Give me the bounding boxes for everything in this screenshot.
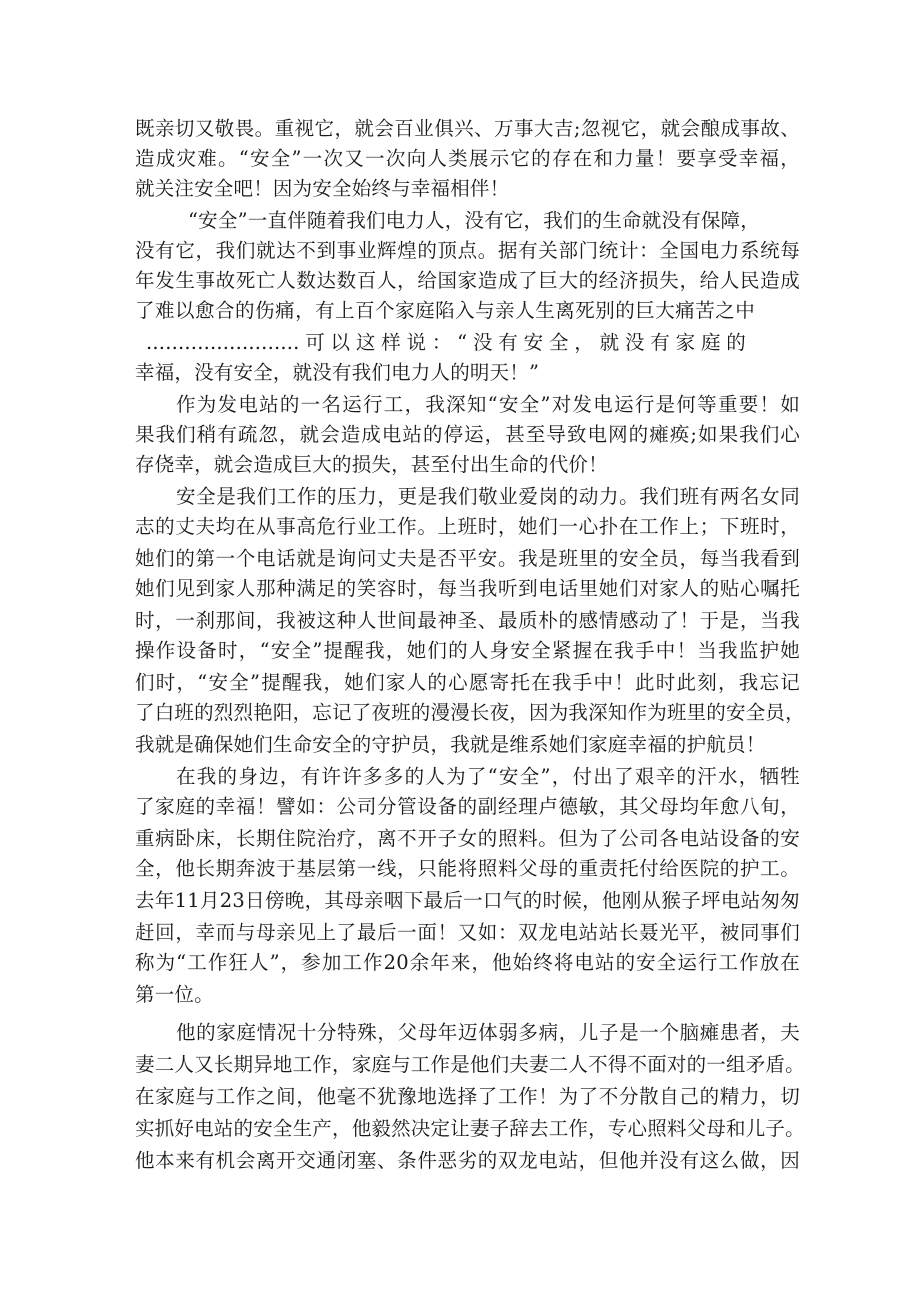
text-line: 没有它，我们就达不到事业辉煌的顶点。据有关部门统计：全国电力系统每 [135, 239, 800, 262]
text-line: 她们的第一个电话就是询问丈夫是否平安。我是班里的安全员，每当我看到 [135, 547, 800, 570]
text-line: 妻二人又长期异地工作，家庭与工作是他们夫妻二人不得不面对的一组矛盾。 [135, 1053, 805, 1076]
text-line: 造成灾难。“安全”一次又一次向人类展示它的存在和力量！要享受幸福， [135, 147, 800, 170]
text-line: 全，他长期奔波于基层第一线，只能将照料父母的重责托付给医院的护工。 [135, 857, 800, 880]
text-line: 我就是确保她们生命安全的守护员，我就是维系她们家庭幸福的护航员！ [135, 733, 766, 756]
text-line: 时，一刹那间，我被这种人世间最神圣、最质朴的感情感动了！于是，当我 [135, 609, 800, 632]
text-line: 既亲切又敬畏。重视它，就会百业俱兴、万事大吉;忽视它，就会酿成事故、 [135, 117, 800, 140]
text-line: ........................可以这样说：“没有安全，就没有家庭的 [146, 331, 746, 354]
text-line: 重病卧床，长期住院治疗，离不开子女的照料。但为了公司各电站设备的安 [135, 827, 800, 850]
text-line: 志的丈夫均在从事高危行业工作。上班时，她们一心扑在工作上；下班时， [135, 515, 800, 538]
text-line: 他本来有机会离开交通闭塞、条件恶劣的双龙电站，但他并没有这么做，因 [135, 1149, 800, 1172]
text-line: 了难以愈合的伤痛，有上百个家庭陷入与亲人生离死别的巨大痛苦之中 [135, 299, 755, 322]
text-line: 们时，“安全”提醒我，她们家人的心愿寄托在我手中！此时此刻，我忘记 [135, 671, 800, 694]
text-line: 第一位。 [135, 983, 214, 1006]
text-line: 了白班的烈烈艳阳，忘记了夜班的漫漫长夜，因为我深知作为班里的安全员， [135, 701, 805, 724]
text-line: “安全”一直伴随着我们电力人，没有它，我们的生命就没有保障， [188, 209, 760, 232]
text-line: 去年11月23日傍晚，其母亲咽下最后一口气的时候，他刚从猴子坪电站匆匆 [135, 889, 800, 912]
text-line: 她们见到家人那种满足的笑容时，每当我听到电话里她们对家人的贴心嘱托 [135, 577, 800, 600]
text-line: 操作设备时，“安全”提醒我，她们的人身安全紧握在我手中！当我监护她 [135, 639, 800, 662]
text-line: 在我的身边，有许许多多的人为了“安全”，付出了艰辛的汗水，牺牲 [176, 765, 800, 788]
text-line: 作为发电站的一名运行工，我深知“安全”对发电运行是何等重要！如 [176, 393, 800, 416]
text-line: 称为“工作狂人”，参加工作20余年来，他始终将电站的安全运行工作放在 [135, 951, 800, 974]
text-line: 在家庭与工作之间，他毫不犹豫地选择了工作！为了不分散自己的精力，切 [135, 1085, 800, 1108]
text-line: 年发生事故死亡人数达数百人，给国家造成了巨大的经济损失，给人民造成 [135, 269, 800, 292]
text-line: 幸福，没有安全，就没有我们电力人的明天！” [135, 361, 540, 384]
text-line: 他的家庭情况十分特殊，父母年迈体弱多病，儿子是一个脑瘫患者，夫 [176, 1021, 800, 1044]
text-line: 实抓好电站的安全生产，他毅然决定让妻子辞去工作，专心照料父母和儿子。 [135, 1117, 805, 1140]
text-line: 赶回，幸而与母亲见上了最后一面！又如：双龙电站站长聂光平，被同事们 [135, 921, 800, 944]
text-line: 存侥幸，就会造成巨大的损失，甚至付出生命的代价！ [135, 453, 608, 476]
text-line: 就关注安全吧！因为安全始终与幸福相伴！ [135, 177, 510, 200]
text-line: 了家庭的幸福！譬如：公司分管设备的副经理卢德敏，其父母均年愈八旬， [135, 795, 800, 818]
text-line: 果我们稍有疏忽，就会造成电站的停运，甚至导致电网的瘫痪;如果我们心 [135, 423, 800, 446]
text-line: 安全是我们工作的压力，更是我们敬业爱岗的动力。我们班有两名女同 [176, 485, 800, 508]
